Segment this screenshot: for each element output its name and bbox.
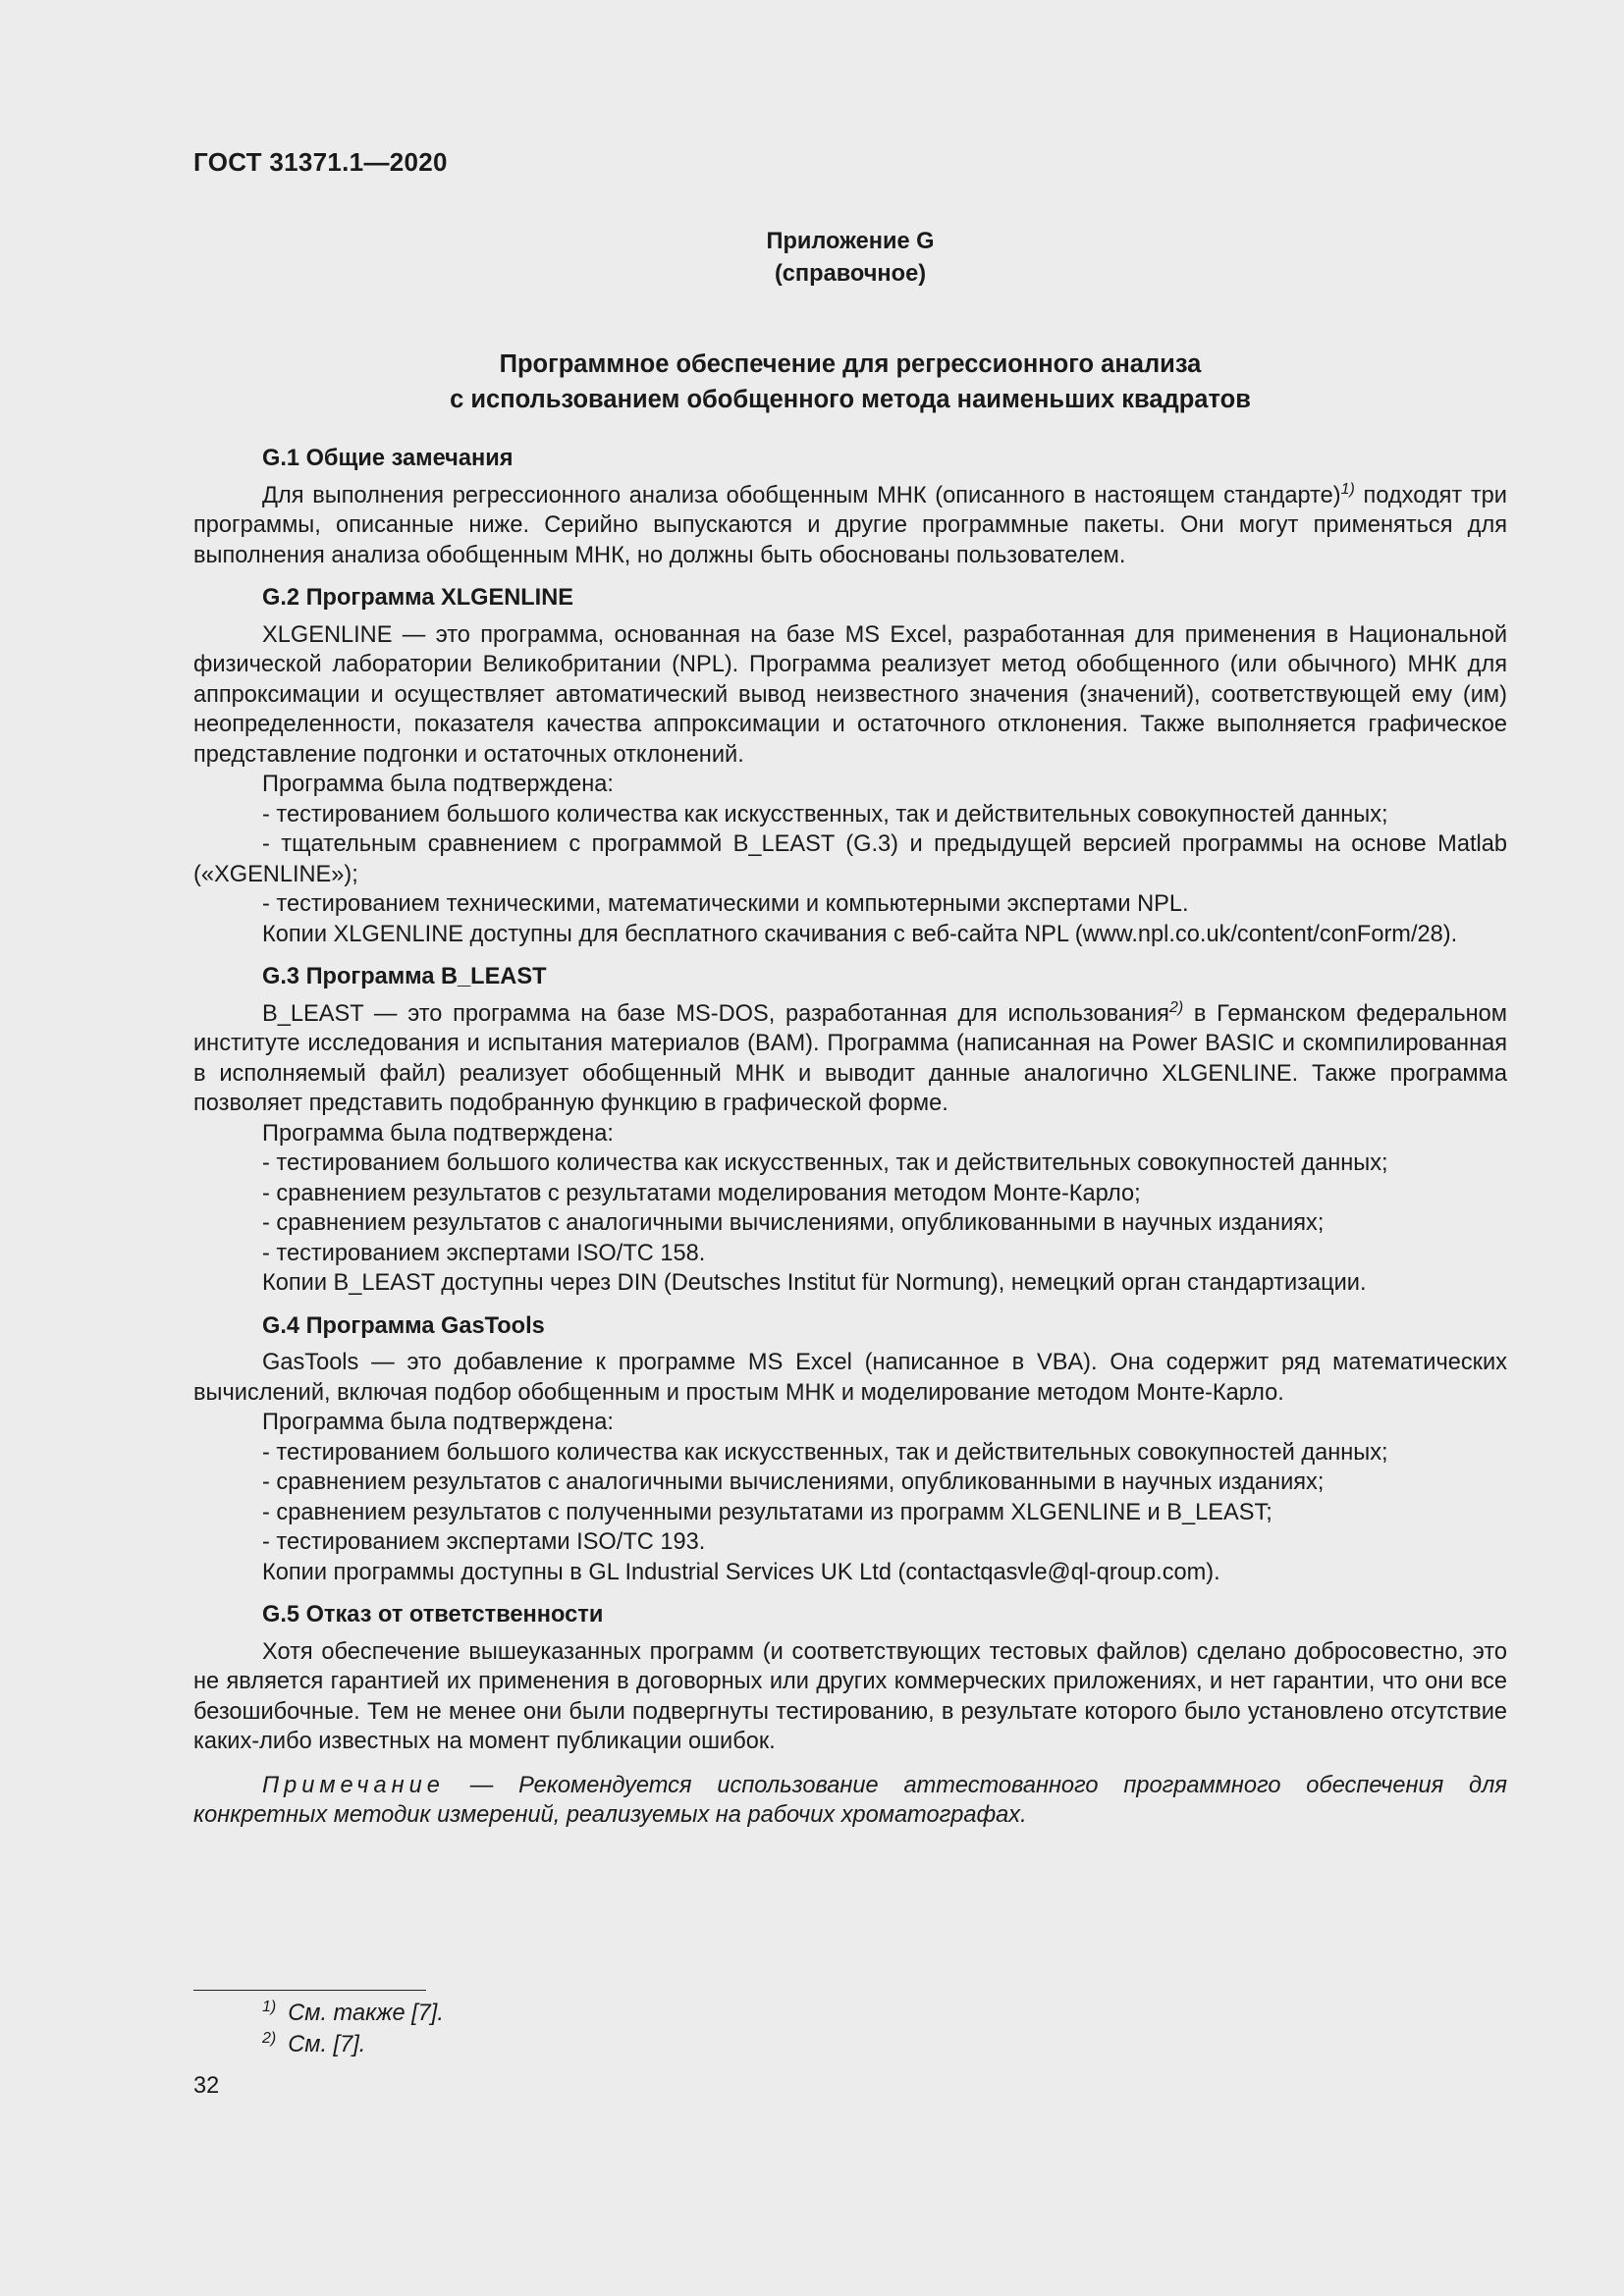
list-item: - тщательным сравнением с программой B_LEAST (G.3) и предыдущей версией программы на основе Matlab («XGENLINE»);: [193, 831, 1507, 887]
footnotes: [262, 1998, 444, 2060]
list-item: - тестированием экспертами ISO/TC 158.: [262, 1240, 706, 1266]
appendix-label: Приложение G: [766, 229, 935, 254]
list-item: - сравнением результатов с результатами моделирования методом Монте-Карло;: [262, 1180, 1141, 1206]
section-g2-confirmed: Программа была подтверждена:: [262, 772, 614, 797]
note-label: Примечание: [262, 1772, 445, 1798]
section-g3-confirmed: Программа была подтверждена:: [262, 1120, 614, 1147]
section-g4-confirmed: Программа была подтверждена:: [262, 1410, 614, 1435]
appendix-title: [193, 347, 1507, 417]
footnote-ref-2: 2): [1168, 998, 1184, 1016]
footnote-ref-1: 1): [1340, 480, 1355, 498]
footnote-2: $^{2)}$ См. [7].: [262, 2030, 366, 2057]
section-g4-copies: Копии программы доступны в GL Industrial Services UK Ltd (contactqasvle@ql-qroup.com).: [262, 1559, 1220, 1585]
document-header: ГОСТ 31371.1—2020: [193, 147, 448, 177]
title-line-1: Программное обеспечение для регрессионного анализа: [499, 350, 1202, 378]
appendix-type: (справочное): [774, 261, 927, 287]
section-g4-heading: G.4 Программа GasTools: [262, 1312, 545, 1339]
section-g3-heading: G.3 Программа B_LEAST: [262, 964, 547, 989]
list-item: - тестированием экспертами ISO/TC 193.: [262, 1529, 706, 1555]
note-text: — Рекомендуется использование аттестованного программного обеспечения для конкретных методик измерений, реализуемых на рабочих хроматографах.: [193, 1772, 1507, 1828]
section-g2-copies: Копии XLGENLINE доступны для бесплатного скачивания с веб-сайта NPL (www.npl.co.uk/content/conForm/28).: [262, 921, 1458, 947]
document-body: [193, 444, 1507, 1831]
appendix-heading: [193, 226, 1507, 291]
footnote-1: $^{1)}$ См. также [7].: [262, 1999, 444, 2026]
title-line-2: с использованием обобщенного метода наименьших квадратов: [450, 386, 1251, 413]
page-number: 32: [193, 2073, 220, 2099]
section-g2-paragraph: XLGENLINE — это программа, основанная на базе MS Excel, разработанная для применения в Национальной физической лаборатории Великобритании (NPL). Программа реализует метод обобщенного (или обычного) МНК для аппроксимации и осуществляет автоматический вывод неизвестного значения (значений), соответствующей ему (им) неопределенности, показателя качества аппроксимации и остаточного отклонения. Также выполняется графическое представление подгонки и остаточных отклонений.: [193, 621, 1507, 768]
section-g1-heading: G.1 Общие замечания: [262, 446, 514, 471]
list-item: - сравнением результатов с аналогичными вычислениями, опубликованными в научных изданиях;: [262, 1469, 1325, 1495]
section-g5-heading: G.5 Отказ от ответственности: [262, 1602, 604, 1628]
section-g1-paragraph: Для выполнения регрессионного анализа обобщенным МНК (описанного в настоящем стандарте)$^{1)}$ подходят три программы, описанные ниже. Серийно выпускаются и другие программные пакеты. Они могут применяться для выполнения анализа обобщенным МНК, но должны быть обоснованы пользователем.: [193, 480, 1507, 568]
section-g3-copies: Копии B_LEAST доступны через DIN (Deutsches Institut für Normung), немецкий орган стандартизации.: [262, 1270, 1367, 1296]
list-item: - тестированием большого количества как искусственных, так и действительных совокупностей данных;: [262, 801, 1388, 828]
list-item: - тестированием большого количества как искусственных, так и действительных совокупностей данных;: [262, 1150, 1388, 1176]
section-g4-paragraph: GasTools — это добавление к программе MS Excel (написанное в VBA). Она содержит ряд математических вычислений, включая подбор обобщенным и простым МНК и моделирование методом Монте-Карло.: [193, 1350, 1507, 1406]
footnote-divider: [193, 1990, 426, 1991]
note: [193, 1771, 1507, 1831]
list-item: - тестированием большого количества как искусственных, так и действительных совокупностей данных;: [262, 1439, 1388, 1466]
list-item: - сравнением результатов с полученными результатами из программ XLGENLINE и B_LEAST;: [262, 1499, 1272, 1525]
section-g2-heading: G.2 Программа XLGENLINE: [262, 585, 574, 611]
list-item: - тестированием техническими, математическими и компьютерными экспертами NPL.: [262, 891, 1189, 917]
section-g3-paragraph: B_LEAST — это программа на базе MS-DOS, разработанная для использования$^{2)}$ в Германском федеральном институте исследования и испытания материалов (BAM). Программа (написанная на Power BASIC и скомпилированная в исполняемый файл) реализует обобщенный МНК и выводит данные аналогично XLGENLINE. Также программа позволяет представить подобранную функцию в графической форме.: [193, 998, 1508, 1116]
list-item: - сравнением результатов с аналогичными вычислениями, опубликованными в научных изданиях;: [262, 1210, 1325, 1236]
section-g5-paragraph: Хотя обеспечение вышеуказанных программ (и соответствующих тестовых файлов) сделано добросовестно, это не является гарантией их применения в договорных или других коммерческих приложениях, и нет гарантии, что они все безошибочные. Тем не менее они были подвергнуты тестированию, в результате которого было установлено отсутствие каких-либо известных на момент публикации ошибок.: [193, 1638, 1507, 1754]
